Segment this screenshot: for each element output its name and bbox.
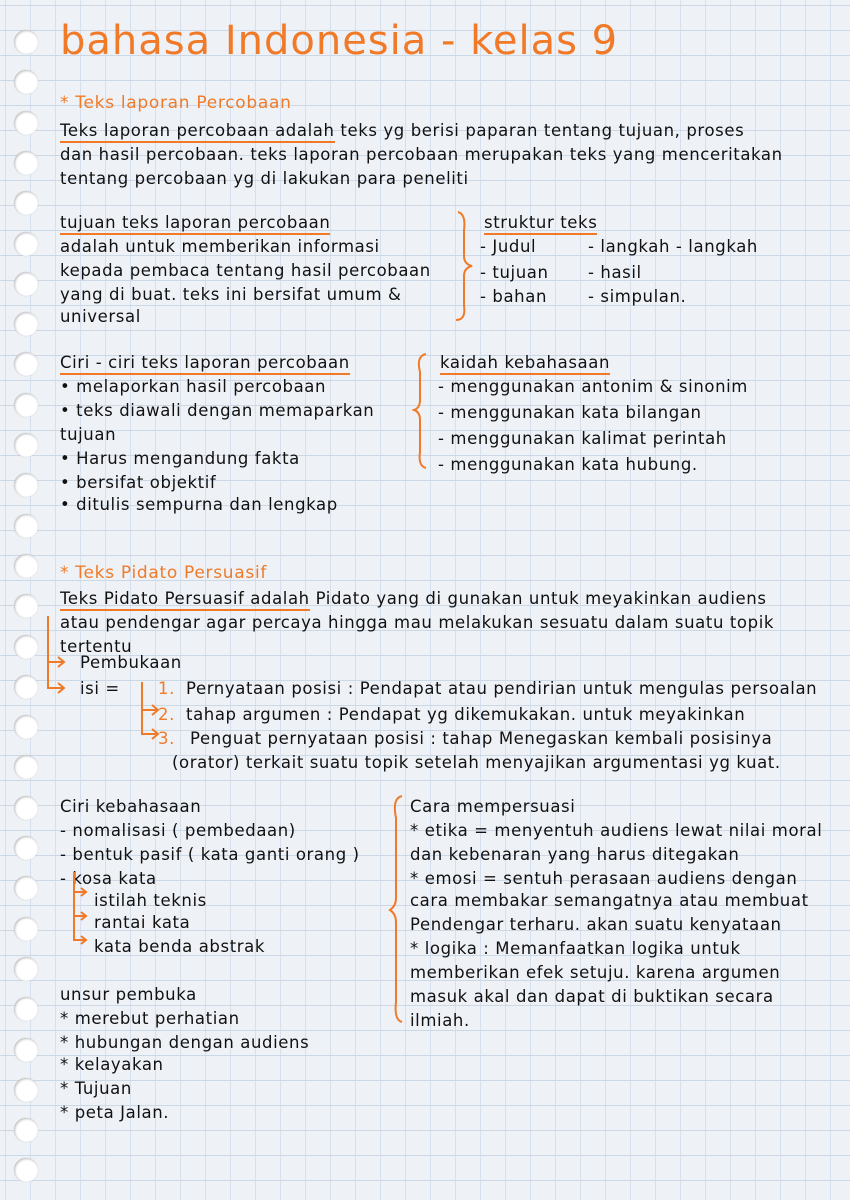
section-heading-laporan: * Teks laporan Percobaan — [60, 93, 292, 113]
ciri-kebahasaan-line: - nomalisasi ( pembedaan) — [60, 821, 296, 840]
isi-number: 2. — [158, 705, 175, 724]
struktur-item: - tujuan — [480, 263, 549, 282]
kaidah-line: - menggunakan antonim & sinonim — [438, 377, 748, 396]
laporan-definition-text-1: teks yg berisi paparan tentang tujuan, proses — [340, 121, 745, 140]
tujuan-heading-text: tujuan teks laporan percobaan — [60, 213, 330, 235]
binder-hole — [14, 393, 38, 417]
unsur-pembuka-item: * kelayakan — [60, 1055, 164, 1074]
struktur-item: - simpulan. — [588, 287, 687, 306]
laporan-definition-term: Teks laporan percobaan adalah — [60, 121, 335, 143]
unsur-pembuka-item: * hubungan dengan audiens — [60, 1033, 310, 1052]
ciri-kebahasaan-heading: Ciri kebahasaan — [60, 797, 202, 816]
struktur-item: - hasil — [588, 263, 642, 282]
pembukaan-label: Pembukaan — [80, 653, 182, 672]
pidato-definition-line-3: tertentu — [60, 637, 133, 656]
tujuan-line: adalah untuk memberikan informasi — [60, 237, 380, 256]
isi-item-text: tahap argumen : Pendapat yg dikemukakan. untuk meyakinkan — [186, 705, 746, 724]
pidato-definition-term: Teks Pidato Persuasif adalah — [60, 589, 310, 611]
isi-number: 3. — [158, 729, 175, 748]
binder-hole — [14, 30, 38, 54]
kaidah-heading — [440, 352, 610, 374]
binder-hole — [14, 796, 38, 820]
struktur-item: - langkah - langkah — [588, 237, 758, 256]
isi-continuation: (orator) terkait suatu topik setelah menyajikan argumentasi yg kuat. — [172, 753, 781, 772]
kaidah-line: - menggunakan kata hubung. — [438, 455, 698, 474]
binder-hole — [14, 352, 38, 376]
cara-line: * logika : Memanfaatkan logika untuk — [410, 939, 741, 958]
ciri-line: • teks diawali dengan memaparkan — [60, 401, 375, 420]
kaidah-line: - menggunakan kalimat perintah — [438, 429, 727, 448]
binder-hole — [14, 997, 38, 1021]
ciri-line: • bersifat objektif — [60, 473, 217, 492]
ciri-line: • melaporkan hasil percobaan — [60, 377, 327, 396]
binder-hole — [14, 917, 38, 941]
isi-number: 1. — [158, 679, 175, 698]
cara-line: cara membakar semangatnya atau membuat — [410, 891, 809, 910]
ciri-kebahasaan-line: - kosa kata — [60, 869, 157, 888]
pidato-definition-line-2: atau pendengar agar percaya hingga mau melakukan sesuatu dalam suatu topik — [60, 613, 775, 632]
brace-divider — [452, 210, 476, 322]
binder-hole — [14, 191, 38, 215]
cara-line: dan kebenaran yang harus ditegakan — [410, 845, 740, 864]
binder-hole — [14, 312, 38, 336]
section-heading-pidato: * Teks Pidato Persuasif — [60, 563, 268, 583]
binder-hole — [14, 232, 38, 256]
unsur-pembuka-item: * peta Jalan. — [60, 1103, 170, 1122]
binder-hole — [14, 876, 38, 900]
struktur-heading — [484, 212, 597, 234]
cara-line: * emosi = sentuh perasaan audiens dengan — [410, 869, 798, 888]
kaidah-heading-text: kaidah kebahasaan — [440, 353, 610, 375]
binder-hole — [14, 635, 38, 659]
unsur-pembuka-heading: unsur pembuka — [60, 985, 197, 1004]
binder-hole — [14, 151, 38, 175]
isi-item-text: Penguat pernyataan posisi : tahap Menegaskan kembali posisinya — [190, 729, 773, 748]
struktur-heading-text: struktur teks — [484, 213, 597, 235]
binder-hole — [14, 272, 38, 296]
pidato-definition-line-1 — [60, 588, 767, 610]
unsur-pembuka-item: * Tujuan — [60, 1079, 132, 1098]
binder-hole — [14, 675, 38, 699]
isi-item-text: Pernyataan posisi : Pendapat atau pendirian untuk mengulas persoalan — [186, 679, 818, 698]
page-title: bahasa Indonesia - kelas 9 — [60, 18, 619, 64]
kaidah-line: - menggunakan kata bilangan — [438, 403, 702, 422]
kosa-kata-sub: istilah teknis — [94, 891, 207, 910]
tujuan-heading — [60, 212, 330, 234]
binder-hole — [14, 715, 38, 739]
ciri-heading-text: Ciri - ciri teks laporan percobaan — [60, 353, 350, 375]
cara-line: masuk akal dan dapat di buktikan secara — [410, 987, 774, 1006]
tujuan-line: universal — [60, 307, 141, 326]
binder-hole — [14, 554, 38, 578]
isi-label: isi = — [80, 679, 120, 698]
pidato-definition-text-1: Pidato yang di gunakan untuk meyakinkan audiens — [315, 589, 767, 608]
binder-hole — [14, 111, 38, 135]
tujuan-line: yang di buat. teks ini bersifat umum & — [60, 285, 402, 304]
ciri-line: • Harus mengandung fakta — [60, 449, 300, 468]
binder-hole — [14, 70, 38, 94]
brace-divider — [388, 794, 412, 1024]
ciri-line: tujuan — [60, 425, 117, 444]
binder-hole — [14, 594, 38, 618]
binder-hole — [14, 1158, 38, 1182]
cara-line: memberikan efek setuju. karena argumen — [410, 963, 781, 982]
binder-hole — [14, 957, 38, 981]
laporan-definition-line-3: tentang percobaan yg di lakukan para peneliti — [60, 169, 469, 188]
brace-divider — [412, 352, 436, 470]
binder-hole — [14, 755, 38, 779]
laporan-definition-line-1 — [60, 120, 744, 142]
arrow-connector — [42, 614, 78, 704]
unsur-pembuka-item: * merebut perhatian — [60, 1009, 240, 1028]
binder-hole — [14, 836, 38, 860]
binder-hole — [14, 1038, 38, 1062]
binder-hole — [14, 1078, 38, 1102]
kosa-kata-sub: rantai kata — [94, 913, 191, 932]
binder-hole — [14, 473, 38, 497]
cara-line: * etika = menyentuh audiens lewat nilai moral — [410, 821, 823, 840]
ciri-line: • ditulis sempurna dan lengkap — [60, 495, 338, 514]
binder-hole — [14, 1118, 38, 1142]
ciri-kebahasaan-line: - bentuk pasif ( kata ganti orang ) — [60, 845, 360, 864]
cara-line: ilmiah. — [410, 1011, 470, 1030]
laporan-definition-line-2: dan hasil percobaan. teks laporan percobaan merupakan teks yang menceritakan — [60, 145, 783, 164]
cara-line: Pendengar terharu. akan suatu kenyataan — [410, 915, 782, 934]
binder-hole — [14, 514, 38, 538]
struktur-item: - bahan — [480, 287, 548, 306]
struktur-item: - Judul — [480, 237, 537, 256]
cara-heading: Cara mempersuasi — [410, 797, 576, 816]
ciri-heading — [60, 352, 350, 374]
binder-hole — [14, 433, 38, 457]
kosa-kata-sub: kata benda abstrak — [94, 937, 266, 956]
tujuan-line: kepada pembaca tentang hasil percobaan — [60, 261, 431, 280]
